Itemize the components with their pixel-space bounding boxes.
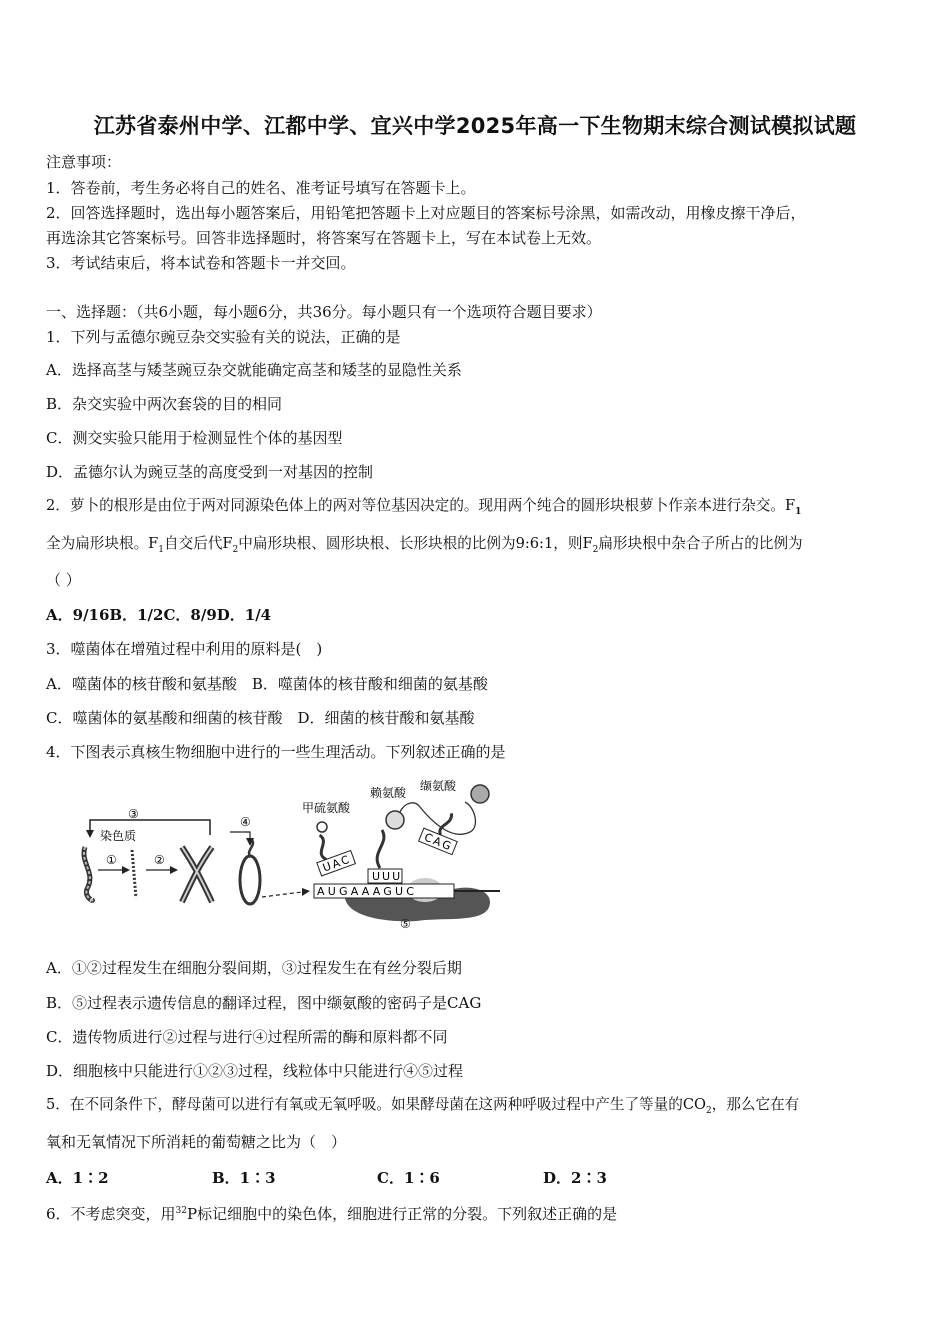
q4-option-a: A．①②过程发生在细胞分裂间期，③过程发生在有丝分裂后期 [46,959,462,977]
cell-process-diagram [70,772,510,937]
label-4: ④ [240,815,251,829]
q5-option-a: A．1∶2 [46,1169,109,1187]
notice-item-2-cont: 再选涂其它答案标号。回答非选择题时，将答案写在答题卡上，写在本试卷上无效。 [46,229,602,247]
trna-1 [308,827,355,876]
lysine-bead [386,811,404,829]
q5-option-c: C．1∶6 [377,1169,440,1187]
q5-option-d: D．2∶3 [543,1169,607,1187]
label-3: ③ [128,807,139,821]
mrna-codons: AUGAAAGUC [317,885,418,898]
methionine-bead [317,822,327,832]
q1-stem: 1．下列与孟德尔豌豆杂交实验有关的说法，正确的是 [46,328,401,346]
q1-option-a: A．选择高茎与矮茎豌豆杂交就能确定高茎和矮茎的显隐性关系 [46,361,462,379]
q1-option-b: B．杂交实验中两次套袋的目的相同 [46,395,283,413]
chromosome-strand [132,850,136,898]
dna-loop [240,856,260,904]
page-title: 江苏省泰州中学、江都中学、宜兴中学2025年高一下生物期末综合测试模拟试题 [93,114,857,138]
notice-item-2: 2．回答选择题时，选出每小题答案后，用铅笔把答题卡上对应题目的答案标号涂黑，如需改动，用橡皮擦干净后， [46,204,806,222]
q4-option-b: B．⑤过程表示遗传信息的翻译过程，图中缬氨酸的密码子是CAG [46,994,482,1012]
label-lysine: 赖氨酸 [370,786,407,800]
label-2: ② [154,853,165,867]
arrow-2-head [170,866,178,874]
q2-stem-line2: 全为扁形块根。$F_1$自交后代$F_2$中扁形块根、圆形块根、长形块根的比例为9:6:1，则$F_2$扁形块根中杂合子所占的比例为 [46,535,803,555]
section-heading: 一、选择题：（共6小题，每小题6分，共36分。每小题只有一个选项符合题目要求） [46,303,602,321]
notice-heading: 注意事项： [46,153,122,171]
q5-option-b: B．1∶3 [212,1169,276,1187]
q3-options-ab: A．噬菌体的核苷酸和氨基酸 B．噬菌体的核苷酸和细菌的氨基酸 [46,675,488,693]
q3-options-cd: C．噬菌体的氨基酸和细菌的核苷酸 D．细菌的核苷酸和氨基酸 [46,709,475,727]
label-5: ⑤ [400,917,411,931]
q5-stem-line1: 5．在不同条件下，酵母菌可以进行有氧或无氧呼吸。如果酵母菌在这两种呼吸过程中产生了等量的$CO_2$，那么它在有 [46,1096,800,1116]
arrow-transcript [262,892,302,897]
q2-answer-bracket: （ ） [46,571,81,589]
q2-options: A．9/16B．1/2C．8/9D．1/4 [46,606,272,624]
notice-item-3: 3．考试结束后，将本试卷和答题卡一并交回。 [46,254,356,272]
arrow-3-head [86,830,94,838]
label-methionine: 甲硫氨酸 [302,801,351,815]
label-chromatin: 染色质 [100,829,137,843]
trna-1-anticodon: UAC [320,852,353,875]
q4-option-d: D．细胞核中只能进行①②③过程，线粒体中只能进行④⑤过程 [46,1062,464,1080]
arrow-transcript-head [302,888,310,896]
q2-stem-line1: 2．萝卜的根形是由位于两对同源染色体上的两对等位基因决定的。现用两个纯合的圆形块根萝卜作亲本进行杂交。$F_1$ [46,497,802,517]
trna-2-arm [377,830,384,868]
trna-1-arm [315,835,330,861]
q5-stem-line2: 氧和无氧情况下所消耗的葡萄糖之比为（ ） [46,1133,347,1151]
q6-stem: 6．不考虑突变，用$^{32}$P标记细胞中的染色体，细胞进行正常的分裂。下列叙述正确的是 [46,1205,618,1223]
q1-option-c: C．测交实验只能用于检测显性个体的基因型 [46,429,343,447]
q1-option-d: D．孟德尔认为豌豆茎的高度受到一对基因的控制 [46,463,374,481]
q3-stem: 3．噬菌体在增殖过程中利用的原料是( ) [46,640,323,658]
q4-option-c: C．遗传物质进行②过程与进行④过程所需的酶和原料都不同 [46,1028,448,1046]
trna-2-anticodon: UUU [372,870,403,883]
label-1: ① [106,853,117,867]
valine-bead [471,785,489,803]
notice-item-1: 1．答卷前，考生务必将自己的姓名、准考证号填写在答题卡上。 [46,179,476,197]
label-valine: 缬氨酸 [420,779,457,793]
chromatin-fibre [84,847,92,900]
peptide-chain [400,802,475,834]
arrow-1-head [122,866,130,874]
trna-3-anticodon: CAG [422,830,455,854]
q4-stem: 4．下图表示真核生物细胞中进行的一些生理活动。下列叙述正确的是 [46,743,506,761]
